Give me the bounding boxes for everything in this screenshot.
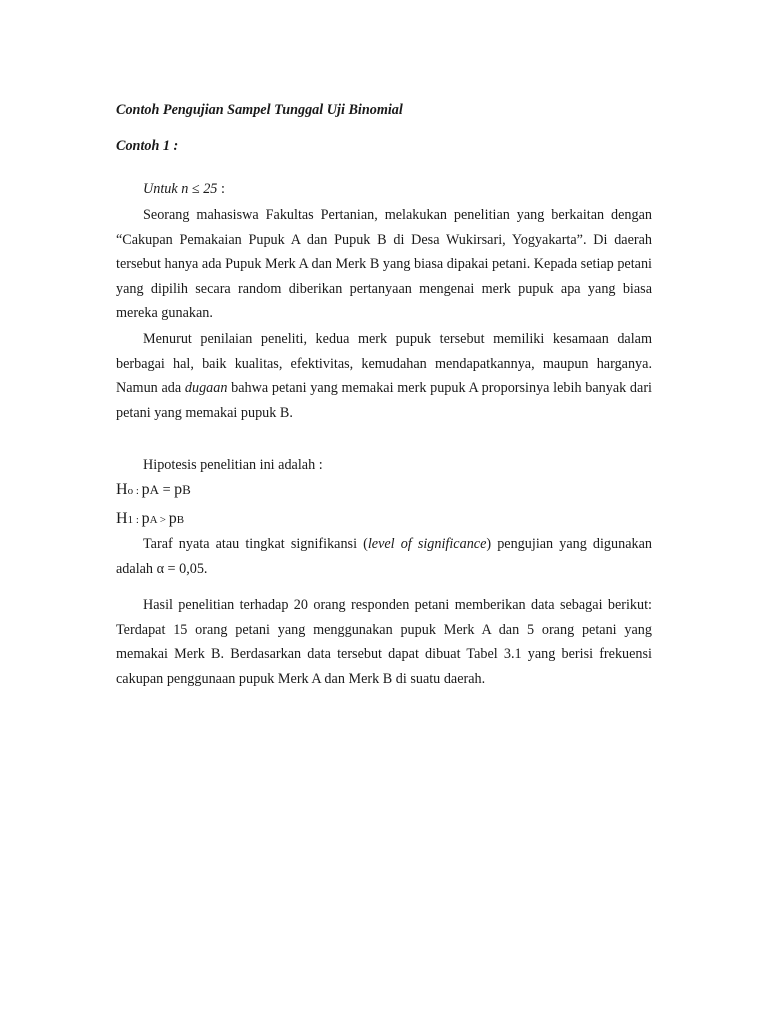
paragraph-2 [116, 327, 652, 425]
paragraph-3-text-a: Taraf nyata atau tingkat signifikansi ( [143, 536, 368, 552]
h0-p1-subscript: A [149, 482, 160, 497]
paragraph-2-text-a: Menurut penilaian peneliti, kedua merk pupuk tersebut memiliki kesamaan dalam berbagai hal, baik kualitas, efektivitas, kemudahan mendapatkannya, maupun harganya. Namun ada [116, 331, 652, 397]
paragraph-3-text-b: ) pengujian yang digunakan adalah α = 0,05. [116, 536, 652, 577]
hypothesis-alternative [116, 510, 184, 528]
paragraph-1: Seorang mahasiswa Fakultas Pertanian, melakukan penelitian yang berkaitan dengan “Cakupan Pemakaian Pupuk A dan Pupuk B di Desa Wukirsari, Yogyakarta”. Di daerah tersebut hanya ada Pupuk Merk A dan Merk B yang biasa dipakai petani. Kepada setiap petani yang dipilih secara random diberikan pertanyaan mengenai merk pupuk apa yang biasa mereka gunakan. [116, 207, 652, 322]
h0-symbol: H [116, 481, 128, 498]
example-heading: Contoh 1 : [116, 138, 179, 154]
hypothesis-null [116, 481, 191, 499]
h0-p2-subscript: B [182, 482, 191, 497]
paragraph-2-text-b: bahwa petani yang memakai merk pupuk A proporsinya lebih banyak dari petani yang memakai pupuk B. [116, 380, 652, 421]
paragraph-4: Hasil penelitian terhadap 20 orang responden petani memberikan data sebagai berikut: Terdapat 15 orang petani yang menggunakan pupuk Merk A dan 5 orang petani yang memakai Merk B. Berdasarkan data tersebut dapat dibuat Tabel 3.1 yang berisi frekuensi cakupan penggunaan pupuk Merk A dan Merk B di suatu daerah. [116, 597, 652, 687]
h0-operator: = [159, 482, 175, 498]
condition-text: Untuk n ≤ 25 [143, 181, 218, 197]
condition-line [143, 181, 225, 198]
h1-p2-subscript: B [176, 514, 185, 526]
condition-colon: : [217, 181, 225, 197]
h0-colon: : [133, 485, 142, 497]
h0-subscript: o [127, 485, 134, 497]
paragraph-2-italic: dugaan [184, 380, 228, 397]
h1-p2: p [168, 510, 177, 527]
h0-p1: p [141, 481, 150, 498]
document-title: Contoh Pengujian Sampel Tunggal Uji Binomial [116, 102, 403, 118]
h1-p1: p [141, 510, 150, 527]
h1-p1-subscript: A [149, 514, 157, 526]
h0-p2: p [174, 481, 183, 498]
hypothesis-intro: Hipotesis penelitian ini adalah : [143, 457, 323, 473]
h1-symbol: H [116, 510, 128, 527]
paragraph-3 [116, 532, 652, 581]
h1-operator: > [156, 514, 169, 526]
paragraph-3-italic: level of significance [367, 536, 487, 552]
h1-subscript: 1 [127, 514, 134, 526]
h1-colon: : [133, 514, 142, 526]
